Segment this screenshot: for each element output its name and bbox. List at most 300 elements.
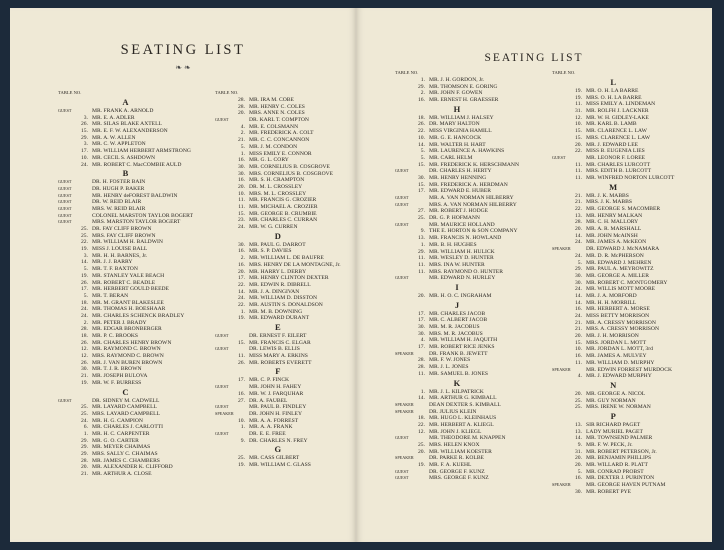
list-item [552,219,674,226]
list-item [58,431,193,438]
list-item [552,199,674,206]
table-number: 2. [83,319,88,326]
table-number: 10. [418,134,425,141]
table-number: 20. [238,110,245,117]
table-number: 16. [238,261,245,268]
section-letter: L [610,77,616,87]
table-number: 14. [81,259,88,266]
list-item [215,289,341,296]
list-item [215,411,341,418]
attendee-name: MR. PAUL B. FINDLEY [249,404,307,411]
list-item [215,333,341,340]
attendee-name: MR. THOMSON E. GORING [429,83,498,90]
attendee-name: MR. FREDERICK A. HERDMAN [429,181,508,188]
table-number: 1. [420,241,425,248]
list-item [58,239,193,246]
table-number: 16. [238,157,245,164]
table-number: 5. [577,259,582,266]
list-item [395,293,519,300]
list-item [58,340,193,347]
list-item [215,177,341,184]
list-item [395,395,519,402]
attendee-name: MR. JORDAN L. MOTT, 3rd [586,346,653,353]
list-item [552,489,674,496]
list-item [395,462,519,469]
table-number: 24. [575,286,582,293]
guest-tag: GUEST [552,154,566,160]
list-item [552,482,674,489]
table-number: 30. [418,324,425,330]
attendee-name: MR. J. K. MABBS [586,192,629,199]
table-number: 28. [418,357,425,364]
attendee-name: MR. A. VAN NORMAN HILBERRY [429,195,514,201]
list-item [58,219,193,226]
table-number: 30. [238,241,245,248]
table-number: 17. [418,317,425,324]
table-number: 21. [575,326,582,333]
table-number: 15. [575,134,582,141]
table-number: 17. [81,148,88,155]
list-item [395,202,519,209]
attendee-name: MR. LAYARD CAMPBELL [92,404,157,411]
attendee-name: MR. GEORGE A. MILLER [586,272,649,279]
list-item [215,455,341,462]
table-number: 1. [420,77,425,83]
table-number: 3. [83,141,88,148]
table-no-header: TABLE NO. [215,90,239,95]
list-item [58,306,193,313]
attendee-name: DR. PARKE R. KOLBE [429,455,484,462]
table-number: 31. [575,448,582,455]
list-item [552,422,674,429]
list-item [58,206,193,213]
list-item [552,280,674,287]
list-item [215,104,341,111]
attendee-name: MR. CHARLES HENRY BROWN [92,339,172,346]
table-number: 18. [81,299,88,306]
list-item [58,213,193,220]
table-number: 20. [418,292,425,299]
attendee-name: MR. EDWARD J. MEHREN [586,259,652,266]
attendee-name: MR. ROLFH J. LACKNER [586,108,649,115]
list-item [58,424,193,431]
table-number: 22. [238,281,245,288]
list-item [552,313,674,320]
attendee-name: MR. CASS GILBERT [249,455,300,462]
table-number: 26. [81,359,88,366]
table-number: 10. [238,190,245,197]
attendee-name: MISS EMILY E. CONNOR [249,150,312,157]
table-number: 16. [575,306,582,313]
list-item [215,275,341,282]
table-number: 29. [418,83,425,90]
table-number: 24. [81,417,88,424]
table-number: 11. [575,101,582,108]
table-number: 16. [575,475,582,482]
table-number: 4. [577,373,582,380]
attendee-name: DR. GEORGE F. KUNZ [429,468,485,475]
guest-tag: GUEST [215,384,229,390]
list-item [552,300,674,307]
list-item [552,320,674,327]
attendee-name: MR. JOSEPH BULOVA [92,373,148,380]
table-number: 25. [81,232,88,239]
table-number: 28. [575,219,582,226]
list-item [552,306,674,313]
list-item [58,233,193,240]
section-letter: B [122,168,129,179]
list-item [552,162,674,169]
table-number: 11. [238,353,245,360]
table-number: 19. [81,272,88,279]
attendee-name: MR. EDWARD E. HUBER [429,188,491,195]
attendee-name: MR. MAURICE HOLLAND [429,221,495,228]
attendee-name: MR. A. A. FORREST [249,417,299,424]
list-item [215,191,341,198]
attendee-name: MR. HUGO L. KLEINHAUS [429,415,497,422]
attendee-name: MR. CLARENCE L. LAW [586,128,647,135]
list-item [395,175,519,182]
list-item [552,239,674,246]
table-number: 5. [420,154,425,161]
attendee-name: MR. EDWARD DURANT [249,315,310,322]
list-item [395,255,519,262]
attendee-name: MR. T. BERAN [92,292,129,299]
table-number: 11. [418,255,425,262]
attendee-name: MR. WILLIS MOTT MOORE [586,286,656,293]
list-item [395,121,519,128]
right-page [356,8,712,542]
list-item [395,188,519,195]
list-item [552,273,674,280]
list-item [552,333,674,340]
attendee-name: MR. DEXTER J. PURINTON [586,475,655,482]
table-number: 4. [240,123,245,130]
attendee-name: MR. ROBERT RICE JENKS [429,344,495,351]
table-number: 19. [238,315,245,322]
attendee-name: MR. M. GRANT BLAKESLEE [92,299,164,306]
table-number: 14. [418,395,425,402]
table-number: 14. [575,232,582,239]
attendee-name: MR. B. H. HUGHES [429,241,477,248]
table-number: 23. [238,217,245,224]
list-item [58,273,193,280]
list-item [552,142,674,149]
table-no-header: TABLE NO. [552,70,576,75]
table-number: 14. [238,288,245,295]
attendee-name: MR. JOHN F. GOWEN [429,90,483,97]
section-letter: D [274,230,281,241]
guest-tag: GUEST [58,199,72,205]
attendee-name: MR. WILLIAM D. DISSTON [249,295,318,302]
seating-column [58,89,193,478]
table-number: 20. [575,141,582,148]
guest-tag: GUEST [215,346,229,352]
section-letter: M [609,181,618,192]
table-number: 14. [418,141,425,148]
list-item [215,302,341,309]
guest-tag: GUEST [395,475,409,481]
attendee-name: MR. A. R. MARSHALL [586,226,642,233]
list-item [552,266,674,273]
attendee-name: MR. ROBERT C. MONTGOMERY [586,279,668,286]
table-number: 24. [575,239,582,246]
table-number: 13. [575,428,582,435]
attendee-name: MRS. FAY CLIFF BROWN [92,232,156,239]
attendee-name: MR. JOHN McAINSH [586,232,638,239]
attendee-name: MR. FRANCIS C. ELGAR [249,339,311,346]
table-number: 30. [575,279,582,286]
list-item [58,186,193,193]
attendee-name: DR. EDWARD J. McNAMARA [586,246,660,253]
attendee-name: MR. J. H. GORDON, Jr. [429,77,485,83]
list-item [552,404,674,411]
attendee-name: MR. H. H. MORRILL [586,299,637,306]
list-item [58,246,193,253]
guest-tag: GUEST [395,201,409,207]
table-number: 30. [238,163,245,170]
table-number: 25. [81,410,88,417]
list-item [552,193,674,200]
attendee-name: DR. JULIUS KLEIN [429,408,477,415]
list-item [552,253,674,260]
list-item [58,115,193,122]
attendee-name: MRS. W. REID BLAIR [92,205,146,212]
list-item [395,242,519,249]
section-letter: I [455,281,459,292]
attendee-name: MR. WILLIAM J. HALSEY [429,114,494,121]
table-number: 9. [577,442,582,448]
table-number: 5. [240,143,245,150]
page-title: SEATING LIST [120,42,246,58]
table-number: 26. [81,121,88,128]
list-item [58,179,193,186]
list-item [552,475,674,482]
list-item [215,151,341,158]
attendee-name: MR. J. VAN BUREN BROWN [92,359,163,366]
seating-column [215,89,341,469]
table-number: 2. [240,130,245,137]
table-number: 2. [420,90,425,97]
list-item [395,415,519,422]
list-item [58,259,193,266]
guest-tag: GUEST [58,192,72,198]
list-item [58,300,193,307]
attendee-name: MRS. RAYMOND C. BROWN [92,353,164,360]
attendee-name: MR. EDWIN R. DIBRELL [249,281,311,288]
attendee-name: MR. M. B. DOWNING [249,308,303,315]
table-number: 29. [81,451,88,457]
guest-tag: GUEST [58,397,72,403]
attendee-name: MR. JOHN H. FAHEY [249,384,302,391]
list-item [395,351,519,358]
attendee-name: MR. HERBERT A. MORSE [586,306,650,313]
list-item [58,353,193,360]
list-item [552,293,674,300]
attendee-name: MR. G. E. HANCOCK [429,134,482,141]
table-number: 30. [575,272,582,279]
attendee-name: MR. A. CRESSY MORRISON [586,319,656,326]
table-number: 28. [238,97,245,103]
list-item [395,311,519,318]
list-item [215,340,341,347]
table-number: 11. [575,359,582,366]
list-item [395,142,519,149]
guest-tag: GUEST [58,185,72,191]
guest-tag: GUEST [58,212,72,218]
attendee-name: MR. ARTHUR G. KIMBALL [429,395,497,402]
list-item [215,124,341,131]
table-number: 16. [238,248,245,255]
list-item [58,108,193,115]
attendee-name: MR. A. W. ALLEN [92,134,136,141]
list-item [215,97,341,104]
attendee-name: MR. J. EDWARD MURPHY [586,373,652,380]
guest-tag: SPEAKER [395,401,414,407]
table-number: 5. [577,468,582,475]
attendee-name: DR. KARL T. COMPTON [249,117,309,124]
table-number: 17. [238,377,245,384]
list-item [395,97,519,104]
table-number: 28. [81,326,88,333]
attendee-name: MR. WILLIAM KOESTER [429,448,492,455]
attendee-name: MR. CARL HELM [429,154,473,161]
list-item [58,438,193,445]
list-item [215,353,341,360]
list-item [215,211,341,218]
list-item [552,326,674,333]
list-item [552,95,674,102]
attendee-name: MR. J. J. BARRY [92,259,133,266]
attendee-name: MISS B. EUGENIA LIES [586,148,645,155]
attendee-name: MRS. HELEN KNOX [429,442,480,448]
table-number: 17. [418,188,425,195]
table-number: 25. [418,215,425,222]
list-item [58,444,193,451]
attendee-name: MR. CHARLES LURCOTT [586,161,651,168]
list-item [395,455,519,462]
table-number: 11. [418,268,425,275]
attendee-name: MR. JAMES A. McKEON [586,239,647,246]
guest-tag: GUEST [395,435,409,441]
list-item [395,115,519,122]
guest-tag: GUEST [58,179,72,185]
seating-column [395,69,519,482]
list-item [395,442,519,449]
list-item [552,168,674,175]
attendee-name: MR. C. ALBERT JACOB [429,317,488,324]
table-number: 29. [81,134,88,141]
attendee-name: MR. G. O. CARTER [92,437,139,444]
list-item [58,360,193,367]
attendee-name: MRS. GEORGE F. KUNZ [429,475,489,482]
list-item [395,262,519,269]
table-number: 11. [575,161,582,168]
table-number: 25. [418,442,425,448]
list-item [58,398,193,405]
list-item [58,266,193,273]
section-letter: K [453,377,461,388]
attendee-name: DR. FAY CLIFF BROWN [92,226,152,232]
attendee-name: DEAN DEXTER S. KIMBALL [429,401,501,408]
list-item [215,309,341,316]
table-number: 24. [575,313,582,319]
attendee-name: DR. HUGH P. BAKER [92,185,145,192]
list-item [552,469,674,476]
attendee-name: MR. MICHAEL A. CROZIER [249,204,318,210]
list-item [58,380,193,387]
attendee-name: MISS BETTY MORRISON [586,313,650,319]
list-item [395,135,519,142]
attendee-name: MISS VIRGINIA HAMILL [429,128,492,135]
attendee-name: DR. A. FAUBEL [249,397,288,404]
table-number: 20. [418,448,425,455]
list-item [215,424,341,431]
table-number: 18. [418,415,425,422]
left-page [10,8,356,542]
table-number: 22. [238,301,245,308]
attendee-name: MR. HERBERT GOULD BEEDE [92,286,169,293]
attendee-name: MR. J. A. DINGIVAN [249,288,300,295]
list-item [395,364,519,371]
attendee-name: MR. ROBERT C. BEADLE [92,279,156,286]
list-item [395,331,519,338]
guest-tag: GUEST [395,195,409,200]
attendee-name: MR. H. H. BARNES, Jr. [92,252,148,259]
attendee-name: MISS J. LOUISE BALL [92,246,148,253]
section-letter: A [122,97,129,107]
table-number: 29. [418,248,425,255]
attendee-name: MRS. MARSTON TAYLOR BOGERT [92,219,181,226]
table-number: 12. [81,353,88,360]
table-number: 15. [418,161,425,168]
table-number: 10. [575,346,582,353]
attendee-name: MR. P. C. BROOKS [92,333,139,339]
table-number: 25. [238,455,245,462]
guest-tag: SPEAKER [552,366,571,372]
guest-tag: SPEAKER [215,410,234,416]
attendee-name: SIR RICHARD PAGET [586,421,641,428]
list-item [215,224,341,231]
list-item [215,164,341,171]
attendee-name: DR. CHARLES N. FREY [249,437,308,444]
list-item [552,360,674,367]
list-item [552,128,674,135]
list-item [58,313,193,320]
table-number: 20. [238,183,245,190]
attendee-name: MR. F. A. KUEHL [429,462,472,469]
guest-tag: GUEST [215,117,229,123]
attendee-name: MR. IRA M. COBE [249,97,294,103]
attendee-name: MR. MEYER CHAIMAS [92,444,151,451]
attendee-name: MR. FRANCIS N. HOWLAND [429,235,502,242]
table-number: 9. [420,228,425,235]
table-number: 30. [418,330,425,337]
table-number: 16. [238,390,245,397]
list-item [395,77,519,84]
attendee-name: MR. FREDERICK K. HERSCHMANN [429,161,519,168]
table-number: 26. [81,279,88,286]
list-item [58,458,193,465]
attendee-name: MR. M. R. JACOBUS [429,324,480,330]
list-item [215,197,341,204]
table-number: 22. [81,239,88,246]
attendee-name: MR. ERNEST H. GRAESSER [429,97,499,104]
attendee-name: MR. HENRY deFOREST BALDWIN [92,192,178,199]
attendee-name: MISS EMILY A. LINDEMAN [586,101,656,108]
list-item [58,141,193,148]
attendee-name: DR. G. P. HOFMANN [429,215,480,222]
